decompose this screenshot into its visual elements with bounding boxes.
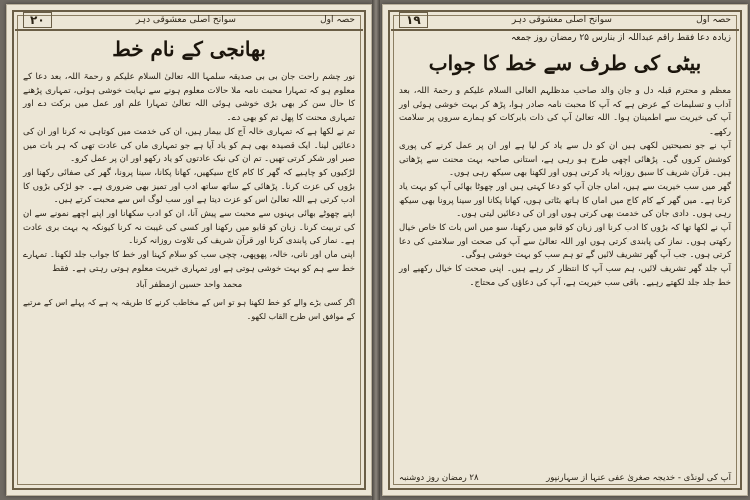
- book-gutter: [372, 0, 380, 500]
- header-center-label: سوانح اصلی معشوقی دہر: [135, 15, 236, 25]
- paragraph: اپنے چھوٹے بھائی بہنوں سے محبت سے پیش آنا، ان کو ادب سکھانا اور اپنے اچھے نمونے سے ان کی تربیت کرنا۔ زبان کو قابو میں رکھنا اور کسی کی غیبت نہ کرنا کیونکہ یہ بہت بری عادت ہے۔ نماز کی پابندی کرنا اور قرآن شریف کی تلاوت روزانہ کرنا۔: [23, 209, 355, 247]
- header-side-label: حصہ اول: [696, 15, 731, 25]
- page-title: بیٹی کی طرف سے خط کا جواب: [428, 51, 702, 75]
- page-header: [391, 11, 739, 31]
- page-header: [15, 11, 363, 31]
- left-page: [6, 4, 372, 496]
- paragraph: گھر میں سب خیریت سے ہیں، اماں جان آپ کو دعا کہتی ہیں اور چھوٹا بھائی آپ کو بہت یاد کرتا ہے۔ میں گھر کے کام کاج میں اماں کا ہاتھ بٹاتی ہوں، کھانا پکانا اور سینا پرونا بھی سیکھ رہی ہوں۔ دادی جان کی خدمت بھی کرتی ہوں اور ان کی دعائیں لیتی ہوں۔: [399, 181, 731, 220]
- header-side-label: حصہ اول: [320, 15, 355, 25]
- letter-date: ۲۸ رمضان روز دوشنبہ: [399, 473, 479, 483]
- page-number: ۲۰: [23, 12, 52, 28]
- paragraph: نور چشم راحت جان بی بی صدیقہ سلمہا اللہ تعالیٰ السلام علیکم و رحمۃ اللہ، بعد دعا کے معلوم ہو کہ تمہارا محبت نامہ ملا حالات معلوم ہونے سے نہایت خوشی ہوئی، تمہاری پڑھنے کا حال سن کر بھی بڑی خوشی ہوئی اللہ تعالیٰ تمہارا علم اور عمل میں برکت دے اور تمہاری محنت کا پھل تم کو بھی دے۔: [23, 72, 355, 124]
- header-center-label: سوانح اصلی معشوقی دہر: [511, 15, 612, 25]
- paragraph: معظم و محترم قبلہ دل و جان والد صاحب مدظلہم العالی السلام علیکم و رحمۃ اللہ، بعد آداب و تسلیمات کے عرض ہے کہ آپ کا محبت نامہ صادر ہوا، پڑھ کر بہت خوشی ہوئی اور آپ کی خیریت سے اطمینان ہوا۔ اللہ تعالیٰ آپ کی ذات بابرکات کو ہمارے سروں پر سلامت رکھے۔: [399, 86, 731, 138]
- paragraph: تم نے لکھا ہے کہ تمہاری خالہ آج کل بیمار ہیں، ان کی خدمت میں کوتاہی نہ کرنا اور ان کی دعائیں لینا۔ ایک قصیدہ بھی ہم کو یاد آیا ہے جو تمہاری ماں کی عادت تھی کہ ہر بات میں صبر اور شکر کرتی تھیں۔ تم ان کی نیک عادتوں کو یاد رکھو اور ان پر عمل کرو۔: [23, 126, 355, 165]
- signature: محمد واحد حسین ازمظفر آباد: [135, 279, 243, 290]
- page-number: ۱۹: [399, 12, 428, 28]
- letter-footer: [399, 472, 731, 483]
- footnote: اگر کسی بڑے والے کو خط لکھنا ہو تو اس کے مخاطب کرنے کا طریقہ یہ ہے کہ پہلے اس کے مرتبے کے موافق اس طرح القاب لکھو۔: [23, 298, 355, 321]
- previous-letter-signoff: زیادہ دعا فقط راقم عبداللہ از بنارس ۲۵ رمضان روز جمعہ: [510, 33, 731, 43]
- paragraph: آپ جلد گھر تشریف لائیں، ہم سب آپ کا انتظار کر رہے ہیں۔ اپنی صحت کا خیال رکھیے اور خط جلد جلد لکھتے رہیے۔ باقی سب خیریت ہے، آپ کی دعاؤں کی محتاج۔: [399, 264, 731, 288]
- page-title: بھانجی کے نام خط: [112, 37, 266, 61]
- letter-body: [399, 85, 731, 291]
- paragraph: آپ نے لکھا تھا کہ بڑوں کا ادب کرنا اور زبان کو قابو میں رکھنا، سو میں اس بات کا خاص خیال رکھتی ہوں۔ نماز کی پابندی کرتی ہوں اور اللہ تعالیٰ سے آپ کی صحت اور سلامتی کی دعا کرتی ہوں۔ جب آپ گھر تشریف لائیں گے تو ہم سب کو بہت خوشی ہوگی۔: [399, 223, 731, 261]
- right-page: [382, 4, 748, 496]
- sender-signature: آپ کی لونڈی - خدیجہ صغریٰ عفی عنہا از سہارنپور: [546, 473, 731, 483]
- paragraph: اپنی ماں اور نانی، خالہ، پھوپھی، چچی سب کو سلام کہنا اور خط کا جواب جلد لکھنا۔ تمہارے خط سے ہم کو بہت خوشی ہوتی ہے اور تمہاری خیریت معلوم ہوتی رہتی ہے۔ فقط: [23, 250, 355, 274]
- letter-body: [23, 71, 355, 324]
- paragraph: آپ نے جو نصیحتیں لکھی ہیں ان کو دل سے یاد کر لیا ہے اور ان پر عمل کرنے کی پوری کوشش کروں گی۔ پڑھائی اچھی طرح ہو رہی ہے، استانی صاحبہ بہت محنت سے پڑھاتی ہیں۔ قرآن شریف کا سبق روزانہ یاد کرتی ہوں اور لکھنا بھی سیکھ رہی ہوں۔: [399, 140, 731, 179]
- paragraph: لڑکیوں کو چاہیے کہ گھر کا کام کاج سیکھیں، کھانا پکانا، سینا پرونا، گھر کی صفائی رکھنا اور بڑوں کی عزت کرنا۔ پڑھائی کے ساتھ ساتھ ادب اور تمیز بھی ضروری ہے۔ جو لڑکی بڑوں کا ادب کرتی ہے اللہ تعالیٰ اس کو عزت دیتا ہے اور سب لوگ اس سے محبت کرتے ہیں۔: [23, 167, 355, 206]
